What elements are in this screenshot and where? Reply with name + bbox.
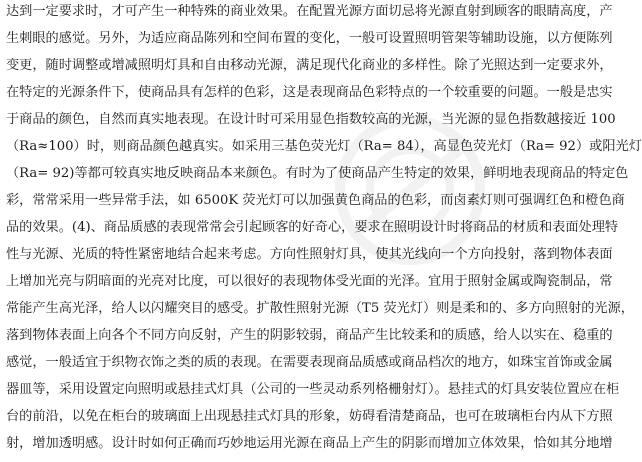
body-text-line: 彩，常常采用一些异常手法，如 6500K 荧光灯可以加强黄色商品的色彩，而卤素灯则可强调红色和橙色商: [6, 193, 625, 208]
body-text-line: （Ra≈100）时，则商品颜色越真实。如采用三基色荧光灯（Ra= 84），高显色荧光灯（Ra= 92）或阳光灯: [6, 139, 642, 154]
body-text-line: 品的效果。(4)、商品质感的表现常常会引起顾客的好奇心，要求在照明设计时将商品的材质和表面处理特: [6, 220, 619, 235]
body-text-line: 变更，随时调整或增减照明灯具和自由移动光源，满足现代化商业的多样性。除了光照达到一定要求外，: [6, 58, 613, 73]
body-text-line: 上增加光亮与阴暗面的光亮对比度，可以很好的表现物体受光面的光泽。宜用于照射金属或陶瓷制品，常: [6, 274, 613, 289]
body-text-line: 在特定的光源条件下，使商品具有怎样的色彩，这是表现商品色彩特点的一个较重要的问题。一般是忠实: [6, 85, 613, 100]
body-text-line: 感觉，一般适宜于织物衣饰之类的质的表现。在需要表现商品质感或商品档次的地方，如珠宝首饰或金属: [6, 355, 613, 370]
body-text-line: 性与光源、光质的特性紧密地结合起来考虑。方向性照射灯具，使其光线向一个方向投射，落到物体表面: [6, 247, 613, 262]
body-text-line: 器皿等，采用设置定向照明或悬挂式灯具（公司的一些灵动系列格栅射灯）。悬挂式的灯具安装位置应在柜: [6, 382, 620, 397]
body-text-line: 于商品的颜色，自然而真实地表现。在设计时可采用显色指数较高的光源，当光源的显色指数越接近 100: [6, 112, 616, 127]
body-text-line: （Ra= 92)等都可较真实地反映商品本来颜色。有时为了使商品产生特定的效果，鲜明地表现商品的特定色: [6, 166, 629, 181]
body-text-line: 射，增加透明感。设计时如何正确而巧妙地运用光源在商品上产生的阴影而增加立体效果，恰如其分地增: [6, 436, 613, 451]
body-text-line: 台的前沿，以免在柜台的玻璃面上出现悬挂式灯具的形象，妨碍看清楚商品，也可在玻璃柜台内从下方照: [6, 409, 613, 424]
body-text-line: 落到物体表面上向各个不同方向反射，产生的阴影较弱，商品产生比较柔和的质感，给人以实在、稳重的: [6, 328, 613, 343]
body-text-line: 生刺眼的感觉。另外，为适应商品陈列和空间布置的变化，一般可设置照明管架等辅助设施，以方便陈列: [6, 31, 613, 46]
body-text-line: 达到一定要求时，才可产生一种特殊的商业效果。在配置光源方面切忌将光源直射到顾客的眼睛高度，产: [6, 4, 613, 19]
body-text-line: 常能产生高光泽，给人以闪耀突目的感受。扩散性照射光源（T5 荧光灯）则是柔和的、多方向照射的光源，: [6, 301, 634, 316]
